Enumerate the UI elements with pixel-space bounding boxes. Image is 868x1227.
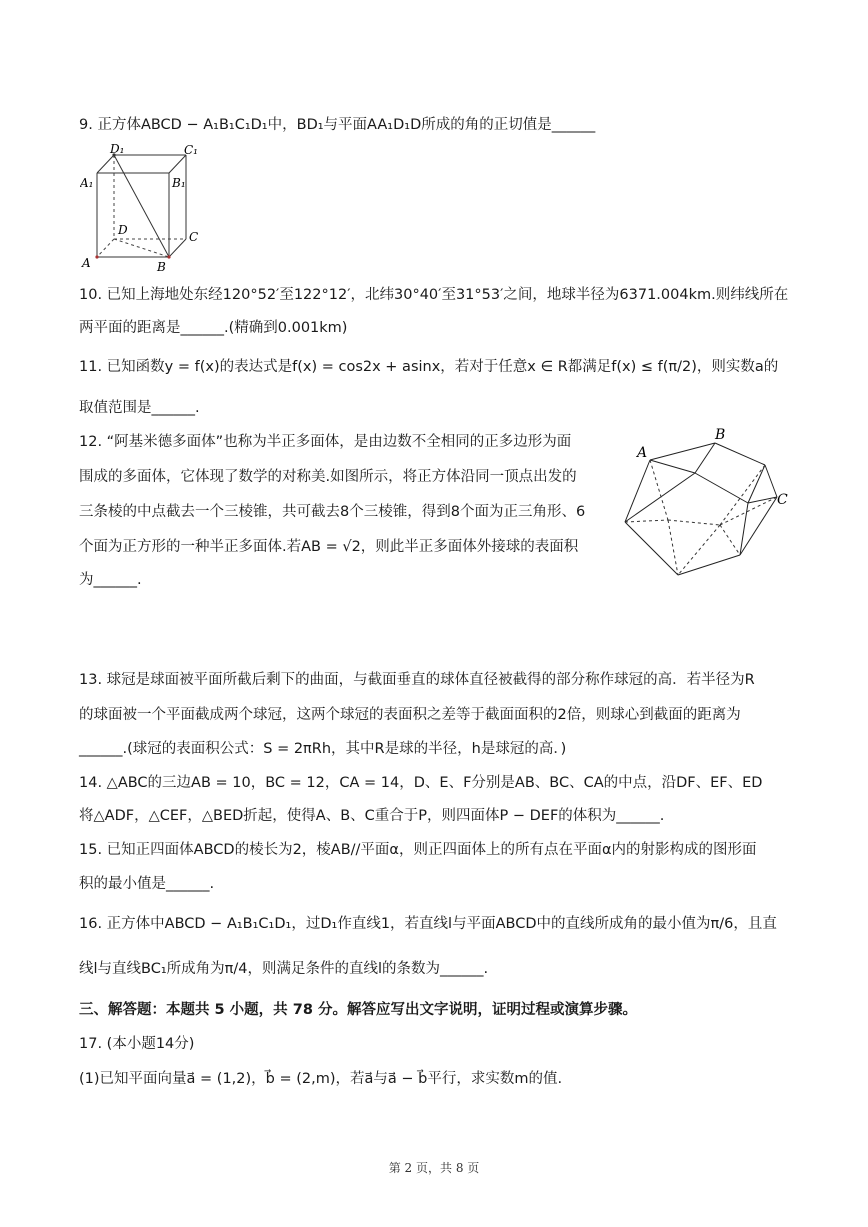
q13-line3: ______.(球冠的表面积公式：S = 2πRh，其中R是球的半径，h是球冠的高．) xyxy=(79,741,567,757)
q12-line4: 个面为正方形的一种半正多面体.若AB = √2，则此半正多面体外接球的表面积 xyxy=(79,539,579,555)
cube-label-a: A xyxy=(82,256,91,270)
cube-label-b: B xyxy=(157,260,166,274)
cube-figure xyxy=(80,140,210,275)
q12-line2: 围成的多面体，它体现了数学的对称美.如图所示，将正方体沿同一顶点出发的 xyxy=(79,469,577,485)
q9-text: 9. 正方体ABCD − A₁B₁C₁D₁中，BD₁与平面AA₁D₁D所成的角的正切值是______ xyxy=(79,117,596,133)
cube-label-b1: B₁ xyxy=(172,176,186,190)
cube-label-d1: D₁ xyxy=(110,142,125,156)
polyhedron-figure xyxy=(620,425,795,590)
q13-line1: 13. 球冠是球面被平面所截后剩下的曲面，与截面垂直的球体直径被截得的部分称作球冠的高．若半径为R xyxy=(79,672,755,688)
q17-head: 17. (本小题14分) xyxy=(79,1036,195,1052)
poly-label-c: C xyxy=(777,492,788,508)
q11-line2: 取值范围是______. xyxy=(79,400,200,416)
section-heading-3: 三、解答题：本题共 5 小题，共 78 分。解答应写出文字说明，证明过程或演算步骤。 xyxy=(79,1002,637,1018)
cube-label-c1: C₁ xyxy=(184,143,198,157)
q12-line3: 三条棱的中点截去一个三棱锥，共可截去8个三棱锥，得到8个面为正三角形、6 xyxy=(79,504,586,520)
q15-line1: 15. 已知正四面体ABCD的棱长为2，棱AB//平面α，则正四面体上的所有点在平面α内的射影构成的图形面 xyxy=(79,842,757,858)
q10-line1: 10. 已知上海地处东经120°52′至122°12′，北纬30°40′至31°53′之间，地球半径为6371.004km.则纬线所在 xyxy=(79,287,789,303)
q12-line1: 12. “阿基米德多面体”也称为半正多面体，是由边数不全相同的正多边形为面 xyxy=(79,434,572,450)
q14-line1: 14. △ABC的三边AB = 10，BC = 12，CA = 14，D、E、F分别是AB、BC、CA的中点，沿DF、EF、ED xyxy=(79,775,763,791)
q11-line1: 11. 已知函数y = f(x)的表达式是f(x) = cos2x + asinx，若对于任意x ∈ R都满足f(x) ≤ f(π/2)，则实数a的 xyxy=(79,359,779,375)
q16-line1: 16. 正方体中ABCD − A₁B₁C₁D₁，过D₁作直线1，若直线l与平面ABCD中的直线所成角的最小值为π/6，且直 xyxy=(79,916,777,932)
q12-line5: 为______. xyxy=(79,572,142,588)
q13-line2: 的球面被一个平面截成两个球冠，这两个球冠的表面积之差等于截面面积的2倍，则球心到截面的距离为 xyxy=(79,707,741,723)
q14-line2: 将△ADF，△CEF，△BED折起，使得A、B、C重合于P，则四面体P − DEF的体积为______. xyxy=(79,808,665,824)
cube-label-a1: A₁ xyxy=(80,176,94,190)
page-footer: 第 2 页，共 8 页 xyxy=(388,1161,480,1175)
cube-label-c: C xyxy=(189,230,199,244)
q17-part1: (1)已知平面向量a⃗ = (1,2)，b⃗ = (2,m)，若a⃗与a⃗ − b⃗平行，求实数m的值. xyxy=(79,1071,563,1087)
q10-line2: 两平面的距离是______.(精确到0.001km) xyxy=(79,320,348,336)
cube-label-d: D xyxy=(118,223,128,237)
q15-line2: 积的最小值是______. xyxy=(79,876,215,892)
poly-label-a: A xyxy=(637,445,648,461)
q16-line2: 线l与直线BC₁所成角为π/4，则满足条件的直线l的条数为______. xyxy=(79,961,489,977)
poly-label-b: B xyxy=(715,427,726,443)
